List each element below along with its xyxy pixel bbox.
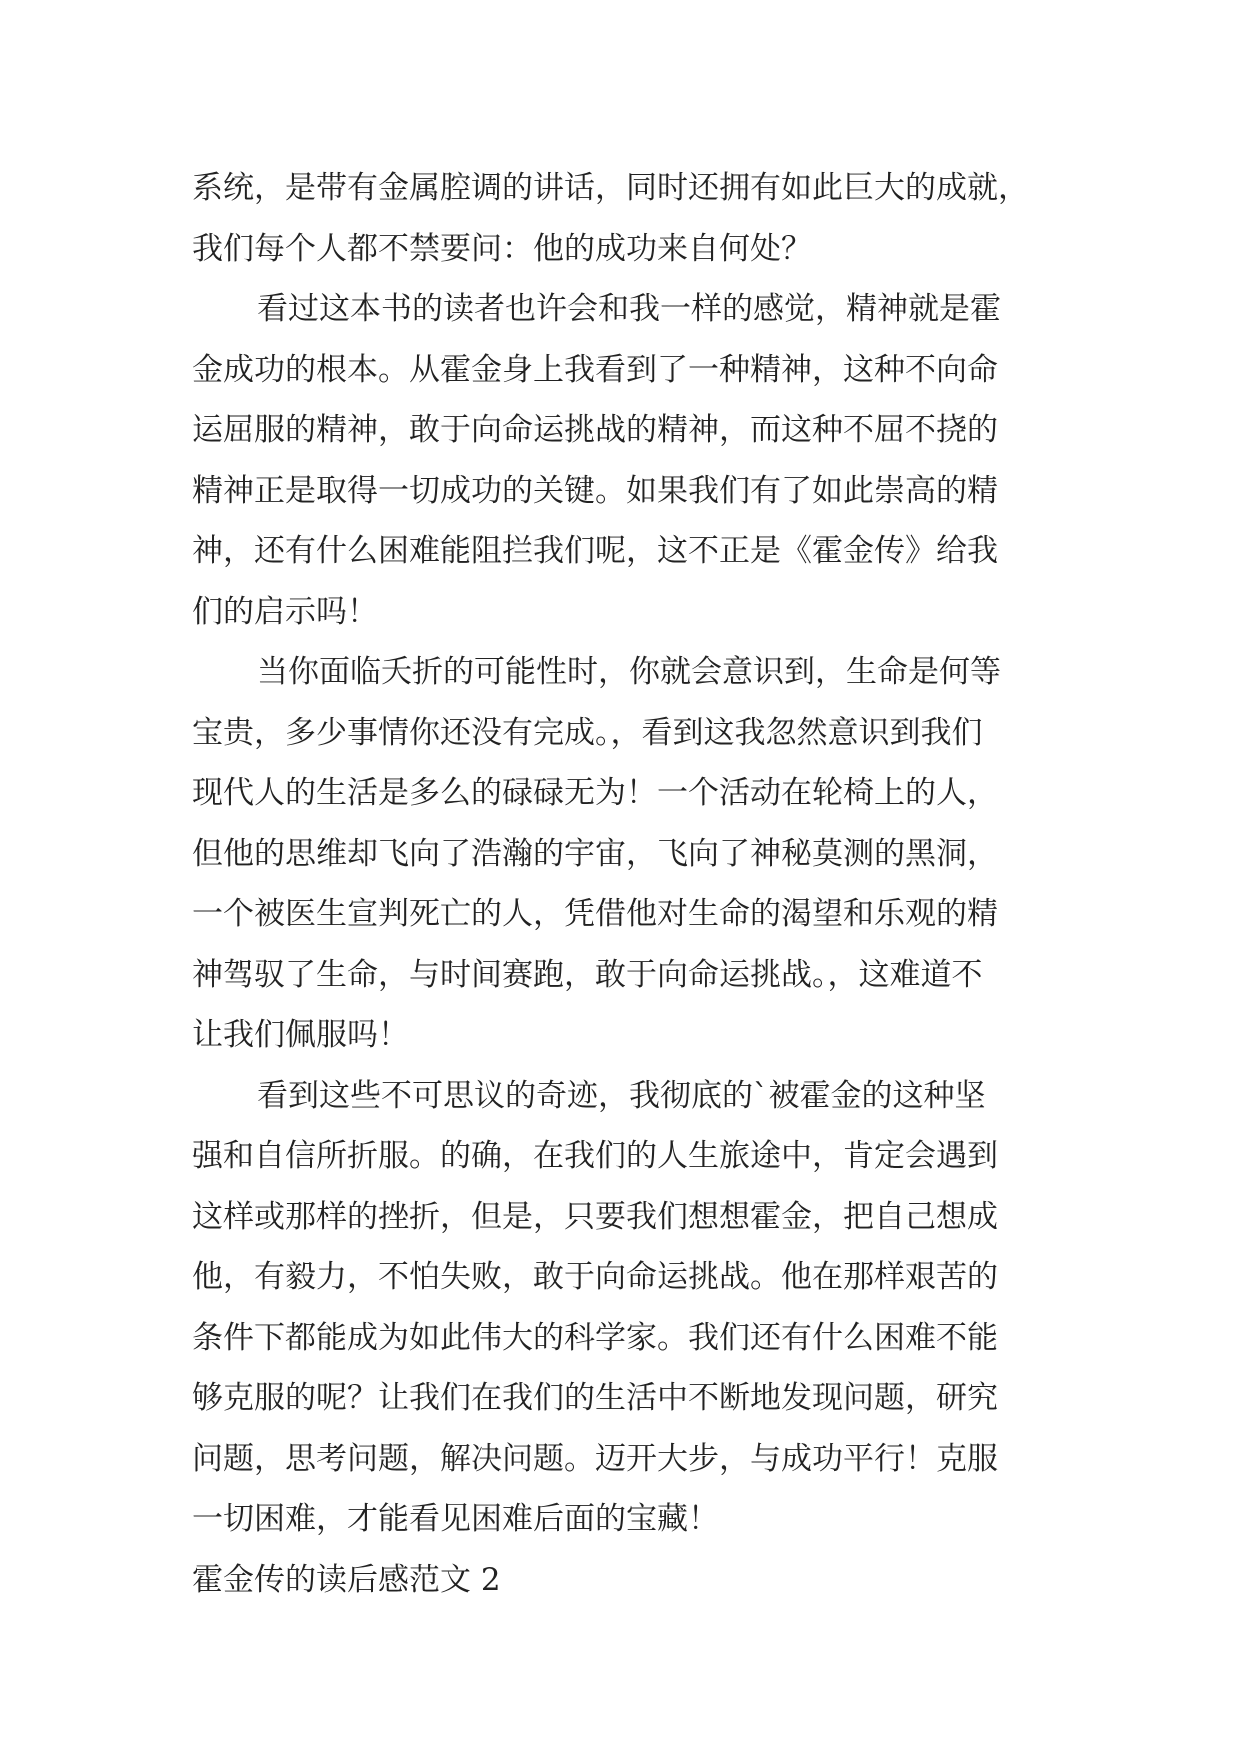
paragraph <box>192 279 1072 642</box>
text-line: 神驾驭了生命，与时间赛跑，敢于向命运挑战。，这难道不 <box>192 956 983 993</box>
text-line: 精神正是取得一切成功的关键。如果我们有了如此崇高的精 <box>192 472 998 509</box>
paragraph <box>192 158 1072 279</box>
text-line: 让我们佩服吗！ <box>192 1017 409 1053</box>
text-line: 强和自信所折服。的确，在我们的人生旅途中，肯定会遇到 <box>192 1138 998 1174</box>
document-body <box>192 158 1072 1610</box>
text-line: 宝贵，多少事情你还没有完成。，看到这我忽然意识到我们 <box>192 714 983 751</box>
text-line: 这样或那样的挫折，但是，只要我们想想霍金，把自己想成 <box>192 1198 998 1235</box>
text-line: 现代人的生活是多么的碌碌无为！一个活动在轮椅上的人， <box>192 775 998 811</box>
text-line: 但他的思维却飞向了浩瀚的宇宙，飞向了神秘莫测的黑洞， <box>192 835 998 872</box>
text-line: 当你面临夭折的可能性时，你就会意识到，生命是何等 <box>257 654 1001 690</box>
text-line: 一切困难，才能看见困难后面的宝藏！ <box>192 1501 719 1537</box>
text-line: 金成功的根本。从霍金身上我看到了一种精神，这种不向命 <box>192 351 998 388</box>
text-line: 问题，思考问题，解决问题。迈开大步，与成功平行！克服 <box>192 1440 998 1477</box>
text-line: 一个被医生宣判死亡的人，凭借他对生命的渴望和乐观的精 <box>192 896 998 932</box>
text-line: 看到这些不可思议的奇迹，我彻底的`被霍金的这种坚 <box>257 1077 986 1114</box>
section-heading: 霍金传的读后感范文 2 <box>192 1561 501 1598</box>
text-line: 条件下都能成为如此伟大的科学家。我们还有什么困难不能 <box>192 1319 998 1356</box>
text-line: 够克服的呢？让我们在我们的生活中不断地发现问题，研究 <box>192 1380 998 1416</box>
text-line: 神，还有什么困难能阻拦我们呢，这不正是《霍金传》给我 <box>192 533 998 569</box>
paragraph <box>192 642 1072 1066</box>
text-line: 看过这本书的读者也许会和我一样的感觉，精神就是霍 <box>257 291 1001 327</box>
text-line: 我们每个人都不禁要问：他的成功来自何处？ <box>192 230 812 267</box>
paragraph <box>192 1066 1072 1550</box>
text-line: 运屈服的精神，敢于向命运挑战的精神，而这种不屈不挠的 <box>192 412 998 448</box>
text-line: 们的启示吗！ <box>192 593 378 630</box>
text-line: 他，有毅力，不怕失败，敢于向命运挑战。他在那样艰苦的 <box>192 1259 998 1295</box>
text-line: 系统，是带有金属腔调的讲话，同时还拥有如此巨大的成就， <box>192 170 1029 206</box>
